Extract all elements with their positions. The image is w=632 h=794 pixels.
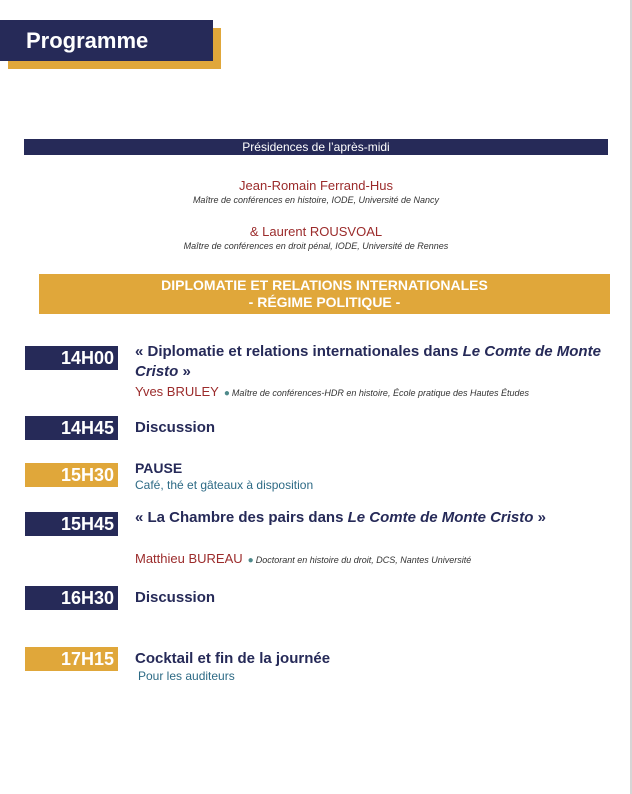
session-subtitle: Café, thé et gâteaux à disposition	[135, 478, 314, 492]
speaker-name: Yves BRULEY	[135, 384, 219, 399]
time-slot: 14H45	[25, 416, 118, 440]
speaker-line	[135, 551, 471, 566]
theme-line-2: - RÉGIME POLITIQUE -	[248, 294, 401, 310]
bullet-icon: ●	[247, 555, 254, 566]
speaker-role: Maître de conférences-HDR en histoire, École pratique des Hautes Études	[231, 388, 530, 398]
time-slot: 16H30	[25, 586, 118, 610]
time-slot: 15H45	[25, 512, 118, 536]
presidences-heading: Présidences de l’après-midi	[24, 139, 608, 155]
chair-name: Jean-Romain Ferrand-Hus	[239, 178, 393, 193]
chair-role: Maître de conférences en droit pénal, IODE, Université de Rennes	[183, 241, 449, 251]
time-slot: 17H15	[25, 647, 118, 671]
time-slot: 15H30	[25, 463, 118, 487]
speaker-role: Doctorant en histoire du droit, DCS, Nantes Université	[255, 555, 472, 565]
theme-banner	[39, 274, 610, 314]
session-title: PAUSE	[135, 460, 183, 476]
time-slot: 14H00	[25, 346, 118, 370]
theme-line-1: DIPLOMATIE ET RELATIONS INTERNATIONALES	[161, 277, 488, 293]
session-title: Discussion	[135, 589, 216, 606]
bullet-icon: ●	[223, 388, 230, 399]
speaker-line	[135, 384, 529, 399]
chair-name: & Laurent ROUSVOAL	[249, 224, 383, 239]
talk-title: « Diplomatie et relations internationales dans Le Comte de Monte Cristo »	[135, 343, 601, 380]
session-title: Discussion	[135, 419, 216, 436]
page-title: Programme	[0, 20, 213, 61]
session-title: Cocktail et fin de la journée	[135, 650, 331, 667]
session-subtitle: Pour les auditeurs	[138, 669, 235, 683]
speaker-name: Matthieu BUREAU	[135, 551, 243, 566]
chair-role: Maître de conférences en histoire, IODE, Université de Nancy	[192, 195, 440, 205]
talk-title: « La Chambre des pairs dans Le Comte de Monte Cristo »	[135, 509, 546, 526]
